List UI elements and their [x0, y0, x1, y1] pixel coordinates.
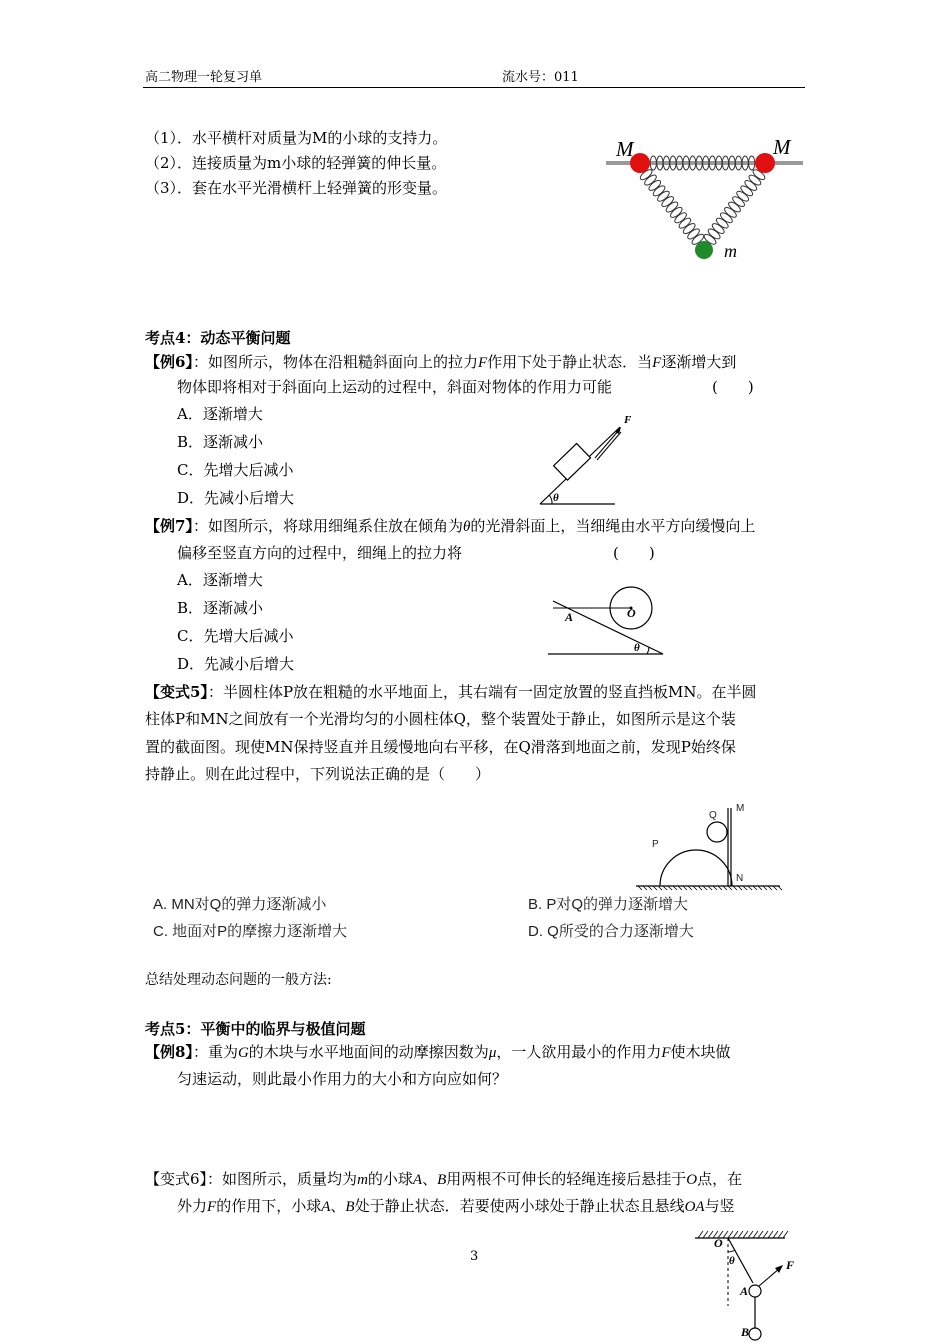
ceiling-hatch-line — [778, 1231, 783, 1238]
ex7-option-b: B．逐渐减小 — [177, 599, 264, 617]
ex7-label-A: A — [565, 610, 574, 624]
ex6-label-theta: θ — [553, 492, 559, 504]
question-item-1: （1）．水平横杆对质量为M的小球的支持力。 — [145, 129, 448, 147]
label-M-left: M — [616, 137, 634, 161]
label-m: m — [724, 241, 737, 261]
ex7-label-O: O — [627, 606, 636, 620]
ceiling-hatch-line — [743, 1231, 748, 1238]
ex7-option-a: A．逐渐增大 — [177, 571, 263, 589]
ceiling-hatch-line — [758, 1231, 763, 1238]
ex6-incline-figure — [535, 415, 625, 510]
ceiling-hatch-line — [773, 1231, 778, 1238]
var5-option-d: D. Q所受的合力逐渐增大 — [528, 923, 694, 940]
ceiling-hatch-line — [708, 1231, 713, 1238]
var5-line2: 柱体P和MN之间放有一个光滑均匀的小圆柱体Q，整个装置处于静止，如图所示是这个装 — [145, 710, 736, 728]
ex6-option-b: B．逐渐减小 — [177, 433, 264, 451]
header-rule — [143, 87, 805, 88]
ex7-line2: 偏移至竖直方向的过程中，细绳上的拉力将 — [177, 544, 463, 562]
ceiling-hatch-line — [733, 1231, 738, 1238]
var5-line1: 【变式5】：半圆柱体P放在粗糙的水平地面上，其右端有一固定放置的竖直挡板MN。在半圆 — [145, 683, 757, 701]
small-ball-m — [695, 241, 713, 259]
ex6-option-c: C．先增大后减小 — [177, 461, 294, 479]
ceiling-hatch-line — [738, 1231, 743, 1238]
var6-label-O: O — [714, 1236, 723, 1250]
section5-title: 考点5：平衡中的临界与极值问题 — [145, 1020, 366, 1038]
header-left: 高二物理一轮复习单 — [145, 70, 263, 85]
label-M-right: M — [773, 135, 791, 159]
ceiling-hatch-line — [698, 1231, 703, 1238]
ceiling-hatch-line — [728, 1231, 733, 1238]
ex7-option-c: C．先增大后减小 — [177, 627, 294, 645]
var5-label-Q: Q — [709, 810, 717, 821]
ex8-line1: 【例8】：重为G的木块与水平地面间的动摩擦因数为μ，一人欲用最小的作用力F使木块做 — [145, 1043, 731, 1061]
right-spring — [703, 168, 767, 246]
var5-option-a: A. MN对Q的弹力逐渐减小 — [153, 896, 327, 913]
ceiling-hatch-line — [748, 1231, 753, 1238]
ceiling-hatch-line — [768, 1231, 773, 1238]
var6-label-theta: θ — [729, 1255, 735, 1267]
left-spring — [639, 168, 706, 246]
var5-line4: 持静止。则在此过程中，下列说法正确的是（ ） — [145, 765, 491, 783]
var5-tag: 【变式5】 — [145, 683, 208, 701]
summary-prompt: 总结处理动态问题的一般方法: — [145, 972, 332, 988]
section4-title: 考点4：动态平衡问题 — [145, 329, 291, 347]
ceiling-hatch-line — [763, 1231, 768, 1238]
question-item-3: （3）．套在水平光滑横杆上轻弹簧的形变量。 — [145, 179, 448, 197]
var5-label-P: P — [652, 839, 659, 850]
right-ball-M — [755, 153, 775, 173]
ex8-line2: 匀速运动，则此最小作用力的大小和方向应如何？ — [177, 1070, 508, 1088]
ex7-ball-incline-figure — [545, 582, 670, 657]
ceiling-hatch-line — [783, 1231, 788, 1238]
ex7-answer-paren: ( ) — [613, 544, 655, 562]
ex8-tag: 【例8】 — [145, 1043, 193, 1061]
var5-option-b: B. P对Q的弹力逐渐增大 — [528, 896, 689, 913]
ex6-option-d: D．先减小后增大 — [177, 489, 295, 507]
ex6-label-F: F — [624, 414, 632, 426]
ex6-option-a: A．逐渐增大 — [177, 405, 263, 423]
ceiling-hatch-line — [703, 1231, 708, 1238]
ex6-line1: 【例6】：如图所示，物体在沿粗糙斜面向上的拉力F作用下处于静止状态．当F逐渐增大到 — [145, 353, 737, 371]
ex7-option-d: D．先减小后增大 — [177, 655, 295, 673]
var5-label-M: M — [736, 803, 745, 814]
var6-line1: 【变式6】：如图所示，质量均为m的小球A、B用两根不可伸长的轻绳连接后悬挂于O点，在 — [145, 1170, 743, 1188]
ceiling-hatch-line — [723, 1231, 728, 1238]
ex7-label-theta: θ — [634, 642, 640, 654]
ex6-answer-paren: ( ) — [712, 378, 754, 396]
var6-line2: 外力F的作用下，小球A、B处于静止状态．若要使两小球处于静止状态且悬线OA与竖 — [177, 1197, 735, 1215]
ceiling-hatch-line — [753, 1231, 758, 1238]
var6-label-B: B — [741, 1325, 750, 1339]
question-item-2: （2）．连接质量为m小球的轻弹簧的伸长量。 — [145, 154, 447, 172]
var5-label-N: N — [736, 873, 744, 884]
header-right: 流水号：011 — [502, 70, 579, 85]
var6-label-A: A — [740, 1284, 749, 1298]
page-number: 3 — [470, 1249, 479, 1264]
var5-option-c: C. 地面对P的摩擦力逐渐增大 — [153, 923, 348, 940]
ex6-tag: 【例6】 — [145, 353, 193, 371]
var6-tag: 【变式6】 — [145, 1170, 208, 1188]
var5-line3: 置的截面图。现使MN保持竖直并且缓慢地向右平移，在Q滑落到地面之前，发现P始终保 — [145, 738, 736, 756]
ex7-line1: 【例7】：如图所示，将球用细绳系住放在倾角为θ的光滑斜面上，当细绳由水平方向缓慢向上 — [145, 517, 756, 535]
var6-label-F: F — [786, 1258, 795, 1272]
ex6-line2: 物体即将相对于斜面向上运动的过程中，斜面对物体的作用力可能 — [177, 378, 613, 396]
ex7-tag: 【例7】 — [145, 517, 193, 535]
